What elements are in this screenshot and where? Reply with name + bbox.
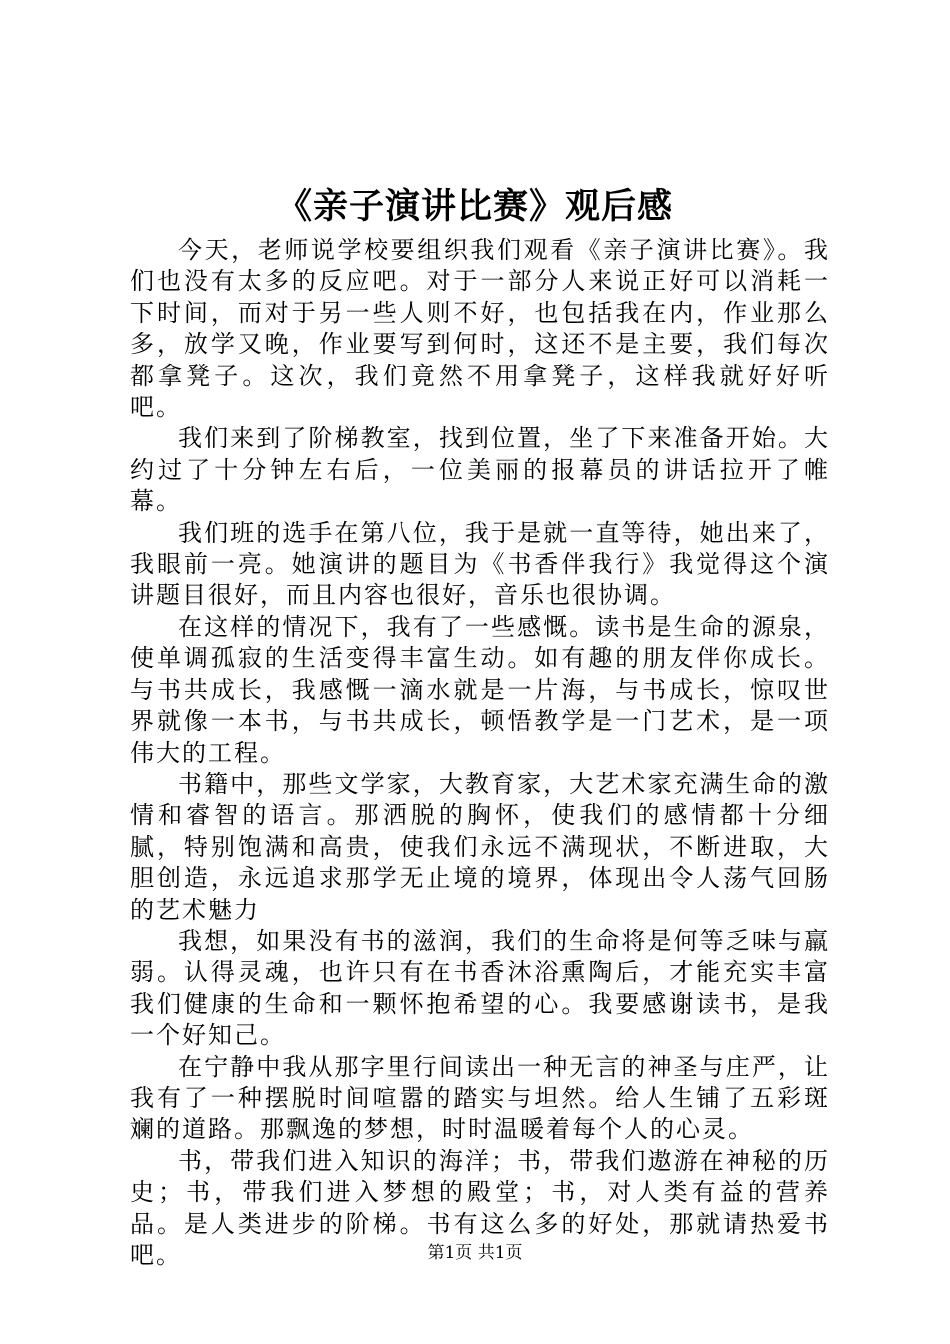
paragraph-3: 我们班的选手在第八位，我于是就一直等待，她出来了，我眼前一亮。她演讲的题目为《书香伴我行》我觉得这个演讲题目很好，而且内容也很好，音乐也很协调。	[130, 518, 830, 610]
paragraph-5: 书籍中，那些文学家，大教育家，大艺术家充满生命的激情和睿智的语言。那洒脱的胸怀，使我们的感情都十分细腻，特别饱满和高贵，使我们永远不满现状，不断进取，大胆创造，永远追求那学无止境的境界，体现出令人荡气回肠的艺术魅力	[130, 769, 830, 924]
paragraph-8: 书，带我们进入知识的海洋；书，带我们遨游在神秘的历史；书，带我们进入梦想的殿堂；书，对人类有益的营养品。是人类进步的阶梯。书有这么多的好处，那就请热爱书吧。	[130, 1146, 830, 1269]
paragraph-2: 我们来到了阶梯教室，找到位置，坐了下来准备开始。大约过了十分钟左右后，一位美丽的报幕员的讲话拉开了帷幕。	[130, 424, 830, 516]
paragraph-7: 在宁静中我从那字里行间读出一种无言的神圣与庄严，让我有了一种摆脱时间喧嚣的踏实与坦然。给人生铺了五彩斑斓的道路。那飘逸的梦想，时时温暖着每个人的心灵。	[130, 1052, 830, 1144]
page-title: 《亲子演讲比赛》观后感	[276, 186, 673, 227]
page-footer: 第1页 共1页	[427, 1243, 523, 1263]
document-body	[130, 235, 830, 1271]
paragraph-4: 在这样的情况下，我有了一些感慨。读书是生命的源泉，使单调孤寂的生活变得丰富生动。如有趣的朋友伴你成长。与书共成长，我感慨一滴水就是一片海，与书成长，惊叹世界就像一本书，与书共成长，顿悟教学是一门艺术，是一项伟大的工程。	[130, 612, 830, 767]
paragraph-6: 我想，如果没有书的滋润，我们的生命将是何等乏味与羸弱。认得灵魂，也许只有在书香沐浴熏陶后，才能充实丰富我们健康的生命和一颗怀抱希望的心。我要感谢读书，是我一个好知己。	[130, 926, 830, 1050]
paragraph-1: 今天，老师说学校要组织我们观看《亲子演讲比赛》。我们也没有太多的反应吧。对于一部分人来说正好可以消耗一下时间，而对于另一些人则不好，也包括我在内，作业那么多，放学又晚，作业要写到何时，这还不是主要，我们每次都拿凳子。这次，我们竟然不用拿凳子，这样我就好好听吧。	[130, 236, 830, 422]
